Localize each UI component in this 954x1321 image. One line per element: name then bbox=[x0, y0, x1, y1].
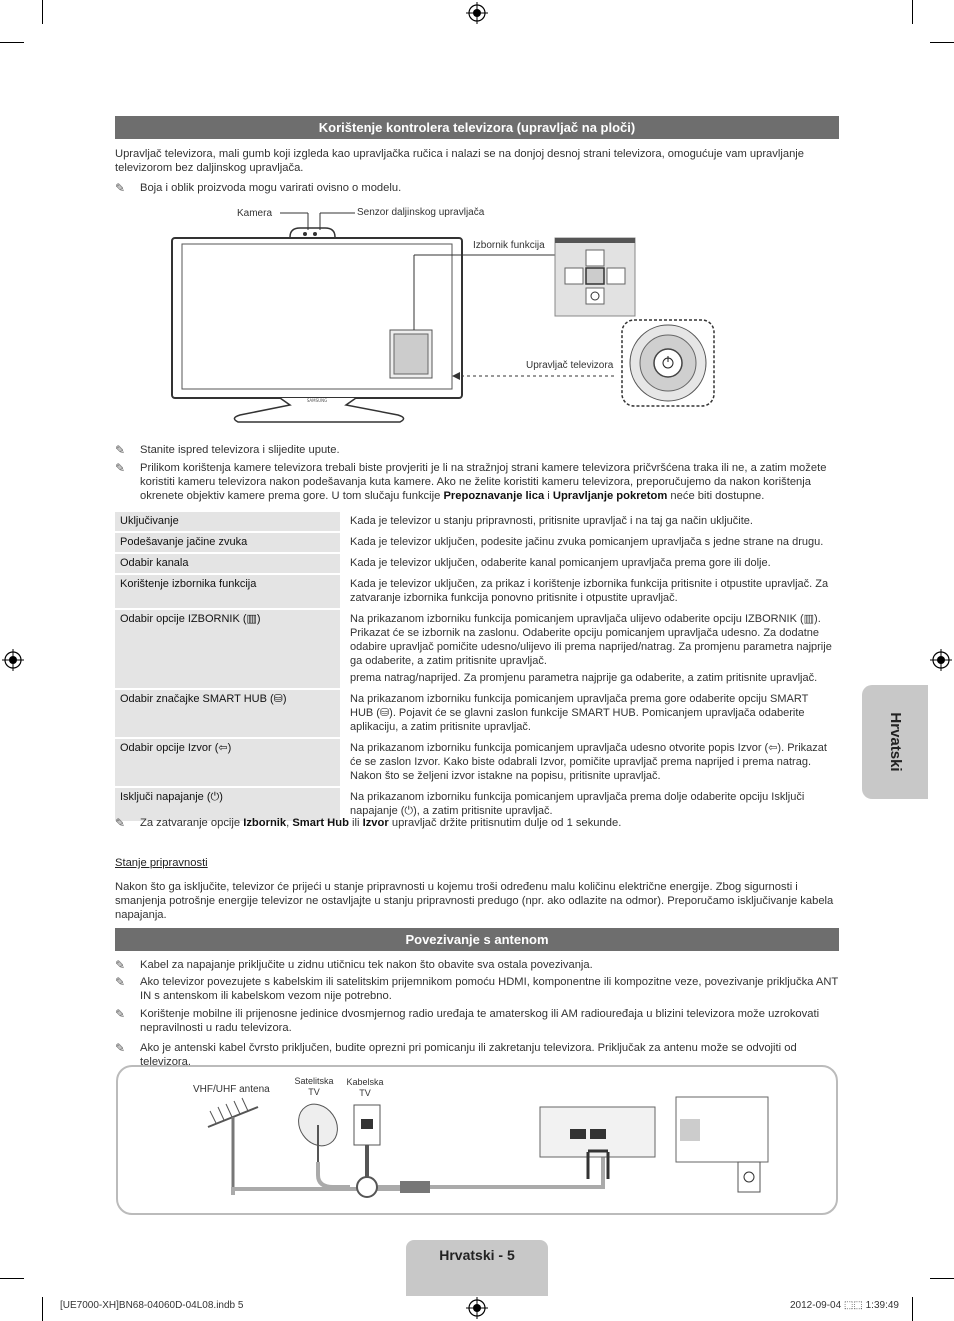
controller-label: Upravljač televizora bbox=[526, 360, 614, 371]
note-close-options: ✎ Za zatvaranje opcije Izbornik, Smart Hub ili Izvor upravljač držite pritisnutim dulje od 1 sekunde. bbox=[115, 816, 622, 830]
controller-functions-table bbox=[115, 510, 839, 823]
table-value-cell bbox=[342, 690, 839, 737]
antenna-note-1: ✎ Kabel za napajanje priključite u zidnu utičnicu tek nakon što obavite sva ostala povezivanja. bbox=[115, 958, 593, 972]
antenna-note-4: ✎ Ako je antenski kabel čvrsto priključen, budite oprezni pri pomicanju ili zakretanju televizora. Priključak za antenu može se odvojiti od televizora. bbox=[115, 1041, 797, 1068]
section-title-controller: Korištenje kontrolera televizora (upravljač na ploči) bbox=[115, 116, 839, 139]
registration-mark-icon bbox=[2, 649, 24, 671]
table-value-text: Kada je televizor uključen, podesite jačinu zvuka pomicanjem upravljača s jedne strane na drugu. bbox=[350, 536, 824, 548]
table-key-cell: Korištenje izbornika funkcija bbox=[115, 575, 340, 608]
page-number-tab: Hrvatski - 5 bbox=[406, 1240, 548, 1296]
note-pencil-icon: ✎ bbox=[115, 181, 126, 195]
table-value-text: Kada je televizor u stanju pripravnosti, pritisnite upravljač i na taj ga način uključite. bbox=[350, 515, 753, 527]
table-value-cell bbox=[342, 739, 839, 786]
note-pencil-icon: ✎ bbox=[115, 816, 126, 830]
registration-mark-icon bbox=[466, 1297, 488, 1319]
registration-mark-icon bbox=[930, 649, 952, 671]
standby-paragraph: Nakon što ga isključite, televizor će prijeći u stanje pripravnosti u kojemu troši određenu malu količinu električne energije. Zbog sigurnosti i smanjenja potrošnje energije televizor ne ostavljajte u stanju pripravnosti predugo (npr. ako odlazite na odmor). Preporučamo isključivanje kabela napajanja. bbox=[115, 881, 834, 921]
sensor-label: Senzor daljinskog upravljača bbox=[357, 207, 485, 218]
table-value-text: Na prikazanom izborniku funkcija pomicanjem upravljača prema dolje odaberite opciju Isključi napajanje (⏻), a zatim pritisnite upravljač. bbox=[350, 791, 805, 817]
note-pencil-icon: ✎ bbox=[115, 461, 126, 475]
table-row bbox=[115, 554, 839, 573]
note-pencil-icon: ✎ bbox=[115, 958, 126, 972]
table-row bbox=[115, 610, 839, 688]
table-row bbox=[115, 512, 839, 531]
crop-mark bbox=[0, 42, 24, 43]
note-camera: ✎ Prilikom korištenja kamere televizora trebali biste provjeriti je li na stražnjoj strani kamere televizora pričvršćena traka ili ne, a zatim možete koristiti kameru televizora nakon podešavanja kuta kamere. Ako ne želite koristiti kameru televizora, preporučujemo da nakon korištenja okrenete objektiv kamere prema gore. U tom slučaju funkcije Prepoznavanje lica i Upravljanje pokretom neće biti dostupne. bbox=[115, 461, 827, 502]
footer-file-info: [UE7000-XH]BN68-04060D-04L08.indb 5 bbox=[60, 1300, 244, 1311]
crop-mark bbox=[930, 42, 954, 43]
camera-label: Kamera bbox=[237, 208, 273, 219]
table-key-cell: Uključivanje bbox=[115, 512, 340, 531]
crop-mark bbox=[42, 0, 43, 24]
note-color-shape bbox=[115, 181, 839, 195]
crop-mark bbox=[0, 1278, 24, 1279]
table-value-cell bbox=[342, 554, 839, 573]
table-key-cell: Odabir opcije Izvor (⇦) bbox=[115, 739, 340, 786]
tv-controller-diagram bbox=[160, 200, 720, 440]
crop-mark bbox=[912, 0, 913, 24]
standby-title: Stanje pripravnosti bbox=[115, 857, 208, 869]
table-row bbox=[115, 575, 839, 608]
note-pencil-icon: ✎ bbox=[115, 975, 126, 989]
table-value-text: Na prikazanom izborniku funkcija pomicanjem upravljača prema gore odaberite opciju SMART HUB (⛁). Pojavit će se glavni zaslon funkcije SMART HUB. Pomicanjem upravljača odaberite aplikaciju, a zatim pritisnite upravljač. bbox=[350, 693, 809, 733]
crop-mark bbox=[912, 1297, 913, 1321]
note-pencil-icon: ✎ bbox=[115, 443, 126, 457]
antenna-note-2: ✎ Ako televizor povezujete s kabelskim ili satelitskim prijemnikom pomoću HDMI, komponentne ili kompozitne veze, povezivanje priključka ANT IN s antenskom ili kabelskom vezom nije potrebno. bbox=[115, 975, 839, 1002]
table-value-cell bbox=[342, 610, 839, 688]
table-key-cell: Podešavanje jačine zvuka bbox=[115, 533, 340, 552]
table-value-text: Na prikazanom izborniku funkcija pomicanjem upravljača udesno otvorite popis Izvor (⇦). Prikazat će se zaslon Izvor. Kako biste odabrali Izvor, pomičite upravljač prema naprijed i prema natrag. Nakon što se željeni izvor istakne na popisu, pritisnite upravljač. bbox=[350, 742, 827, 782]
registration-mark-icon bbox=[466, 2, 488, 24]
section-title-antenna: Povezivanje s antenom bbox=[115, 928, 839, 951]
table-value-text: Kada je televizor uključen, odaberite kanal pomicanjem upravljača prema gore ili dolje. bbox=[350, 557, 771, 569]
table-row bbox=[115, 690, 839, 737]
language-side-tab: Hrvatski bbox=[862, 685, 928, 799]
crop-mark bbox=[930, 1278, 954, 1279]
tv-brand-label: SAMSUNG bbox=[306, 398, 328, 403]
table-row bbox=[115, 533, 839, 552]
table-value-cell bbox=[342, 533, 839, 552]
note-text: Boja i oblik proizvoda mogu varirati ovisno o modelu. bbox=[140, 182, 402, 194]
table-key-cell: Odabir kanala bbox=[115, 554, 340, 573]
antenna-label: VHF/UHF antena bbox=[193, 1084, 270, 1095]
table-value-cell bbox=[342, 575, 839, 608]
note-pencil-icon: ✎ bbox=[115, 1007, 126, 1021]
function-menu-label: Izbornik funkcija bbox=[473, 240, 545, 251]
table-key-cell: Odabir značajke SMART HUB (⛁) bbox=[115, 690, 340, 737]
table-value-text: prema natrag/naprijed. Za promjenu parametra najprije ga odaberite, a zatim pritisnite upravljač. bbox=[350, 672, 818, 684]
cable-tv-label: Kabelska TV bbox=[346, 1077, 384, 1098]
note-pencil-icon: ✎ bbox=[115, 1041, 126, 1055]
intro-paragraph: Upravljač televizora, mali gumb koji izgleda kao upravljačka ručica i nalazi se na donjoj desnoj strani televizora, omogućuje vam upravljanje televizorom bez daljinskog upravljača. bbox=[115, 148, 804, 174]
note-stand-front: ✎ Stanite ispred televizora i slijedite upute. bbox=[115, 443, 340, 457]
crop-mark bbox=[42, 1297, 43, 1321]
table-value-text: Kada je televizor uključen, za prikaz i korištenje izbornika funkcija pritisnite i otpustite upravljač. Za zatvaranje izbornika funkcija ponovno pritisnite i otpustite upravljač. bbox=[350, 578, 829, 604]
satellite-label: Satelitska TV bbox=[294, 1076, 334, 1097]
antenna-note-3: ✎ Korištenje mobilne ili prijenosne jedinice dvosmjernog radio uređaja te amaterskog ili AM radiouređaja u blizini televizora može uzrokovati nepravilnosti u radu televizora. bbox=[115, 1007, 820, 1034]
table-value-cell bbox=[342, 512, 839, 531]
table-value-text: Na prikazanom izborniku funkcija pomicanjem upravljača ulijevo odaberite opciju IZBORNIK (▥). Prikazat će se izbornik na zaslonu. Odaberite opciju pomicanjem upravljača udesno. Za dodatne odabire upravljač pomičite udesno/ulijevo ili prema naprijed/natrag. Za promjenu parametra najprije ga odaberite, a zatim pritisnite upravljač. bbox=[350, 613, 832, 667]
table-row bbox=[115, 739, 839, 786]
table-key-cell: Odabir opcije IZBORNIK (▥) bbox=[115, 610, 340, 688]
table-key-cell: Isključi napajanje (⏻) bbox=[115, 788, 340, 821]
footer-timestamp: 2012-09-04 ⬚⬚ 1:39:49 bbox=[790, 1300, 899, 1311]
